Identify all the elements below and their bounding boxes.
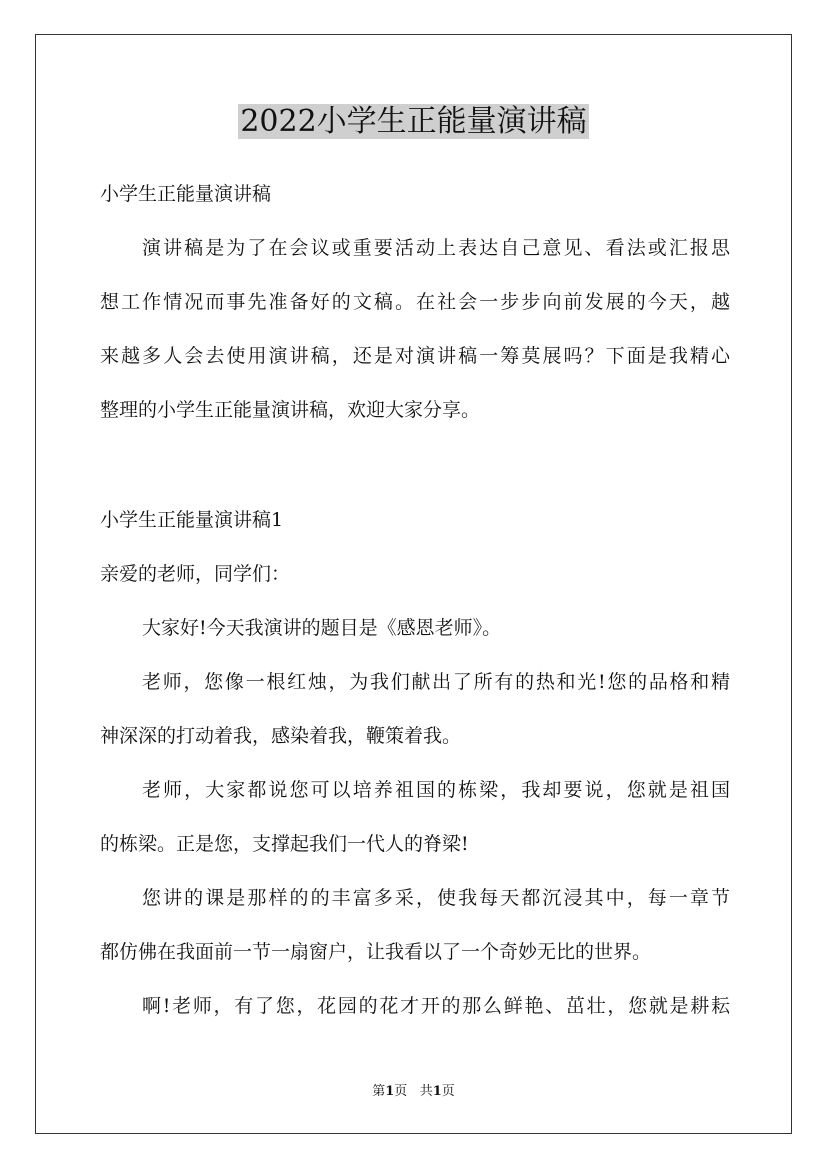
body-line-3: 神深深的打动着我，感染着我，鞭策着我。 [100, 725, 462, 747]
body-line-7: 都仿佛在我面前一节一扇窗户，让我看以了一个奇妙无比的世界。 [100, 941, 652, 963]
body-line-4: 老师，大家都说您可以培养祖国的栋梁，我却要说，您就是祖国 [142, 779, 730, 801]
document-title [0, 100, 827, 144]
page-footer [0, 1083, 827, 1101]
body-line-5: 的栋梁。正是您，支撑起我们一代人的脊梁! [100, 833, 469, 855]
total-pages: 1 [432, 1084, 442, 1099]
document-title-text: 2022小学生正能量演讲稿 [240, 104, 587, 139]
total-suffix: 页 [441, 1084, 455, 1099]
body-line-1: 大家好!今天我演讲的题目是《感恩老师》。 [142, 617, 502, 639]
page-number: 1 [385, 1084, 395, 1099]
body-line-2: 老师，您像一根红烛，为我们献出了所有的热和光!您的品格和精 [142, 671, 730, 693]
intro-line-2: 想工作情况而事先准备好的文稿。在社会一步步向前发展的今天，越 [100, 291, 730, 313]
body-line-6: 您讲的课是那样的的丰富多采，使我每天都沉浸其中，每一章节 [142, 887, 730, 909]
intro-line-4: 整理的小学生正能量演讲稿，欢迎大家分享。 [100, 399, 481, 421]
subtitle: 小学生正能量演讲稿 [100, 183, 272, 205]
page-suffix: 页 [394, 1084, 408, 1099]
total-prefix: 共 [419, 1084, 433, 1099]
body-line-8: 啊!老师，有了您，花园的花才开的那么鲜艳、茁壮，您就是耕耘 [142, 995, 730, 1017]
intro-line-1: 演讲稿是为了在会议或重要活动上表达自己意见、看法或汇报思 [142, 237, 730, 259]
section-heading: 小学生正能量演讲稿1 [100, 509, 284, 531]
salutation: 亲爱的老师，同学们： [100, 563, 291, 585]
intro-line-3: 来越多人会去使用演讲稿，还是对演讲稿一筹莫展吗？下面是我精心 [100, 345, 730, 367]
page-prefix: 第 [372, 1084, 386, 1099]
